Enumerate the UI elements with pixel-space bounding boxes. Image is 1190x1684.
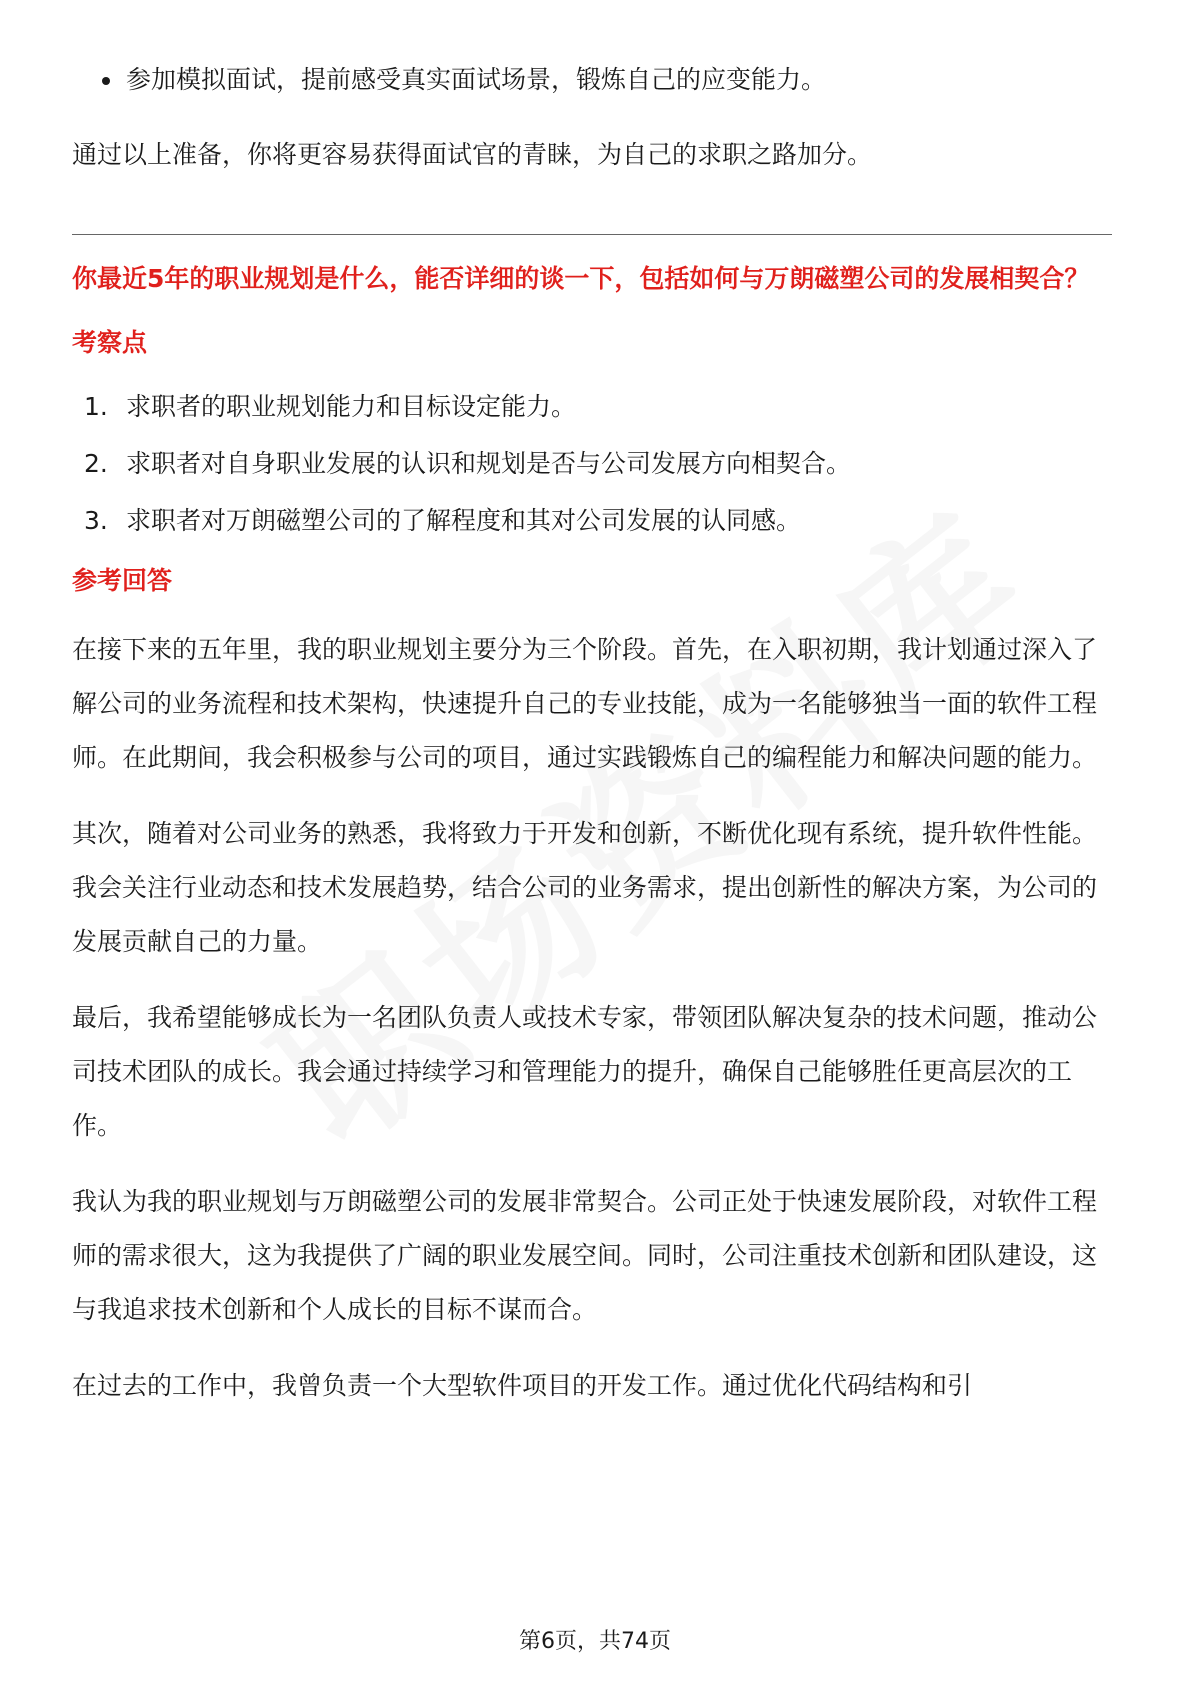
answer-paragraph: 我认为我的职业规划与万朗磁塑公司的发展非常契合。公司正处于快速发展阶段，对软件工程师的需求很大，这为我提供了广阔的职业发展空间。同时，公司注重技术创新和团队建设，这与我追求技术创新和个人成长的目标不谋而合。	[72, 1187, 1098, 1324]
list-number: 2.	[84, 449, 108, 478]
list-item-text: 求职者对自身职业发展的认识和规划是否与公司发展方向相契合。	[126, 449, 852, 478]
bullet-list	[72, 60, 1112, 100]
list-item	[72, 387, 1112, 427]
answer-paragraph: 在接下来的五年里，我的职业规划主要分为三个阶段。首先，在入职初期，我计划通过深入了解公司的业务流程和技术架构，快速提升自己的专业技能，成为一名能够独当一面的软件工程师。在此期间，我会积极参与公司的项目，通过实践锻炼自己的编程能力和解决问题的能力。	[72, 635, 1098, 772]
closing-paragraph: 通过以上准备，你将更容易获得面试官的青睐，为自己的求职之路加分。	[72, 140, 873, 169]
section-divider	[72, 234, 1112, 235]
answer-paragraph: 其次，随着对公司业务的熟悉，我将致力于开发和创新，不断优化现有系统，提升软件性能。我会关注行业动态和技术发展趋势，结合公司的业务需求，提出创新性的解决方案，为公司的发展贡献自己的力量。	[72, 819, 1098, 956]
list-number: 1.	[84, 392, 108, 421]
page-content	[72, 60, 1112, 1413]
exam-points-heading: 考察点	[72, 328, 148, 357]
list-item: 参加模拟面试，提前感受真实面试场景，锻炼自己的应变能力。	[72, 60, 1112, 100]
page-number: 第6页，共74页	[519, 1629, 671, 1654]
list-number: 3.	[84, 506, 108, 535]
answer-paragraph: 在过去的工作中，我曾负责一个大型软件项目的开发工作。通过优化代码结构和引	[72, 1371, 973, 1400]
exam-points-list	[72, 387, 1112, 541]
answer-paragraph: 最后，我希望能够成长为一名团队负责人或技术专家，带领团队解决复杂的技术问题，推动公司技术团队的成长。我会通过持续学习和管理能力的提升，确保自己能够胜任更高层次的工作。	[72, 1003, 1098, 1140]
list-item-text: 求职者的职业规划能力和目标设定能力。	[126, 392, 577, 421]
list-item	[72, 501, 1112, 541]
answer-heading: 参考回答	[72, 566, 173, 595]
list-item-text: 求职者对万朗磁塑公司的了解程度和其对公司发展的认同感。	[126, 506, 802, 535]
answer-body	[72, 623, 1112, 1413]
question-title: 你最近5年的职业规划是什么，能否详细的谈一下，包括如何与万朗磁塑公司的发展相契合？	[72, 264, 1090, 293]
list-item	[72, 444, 1112, 484]
